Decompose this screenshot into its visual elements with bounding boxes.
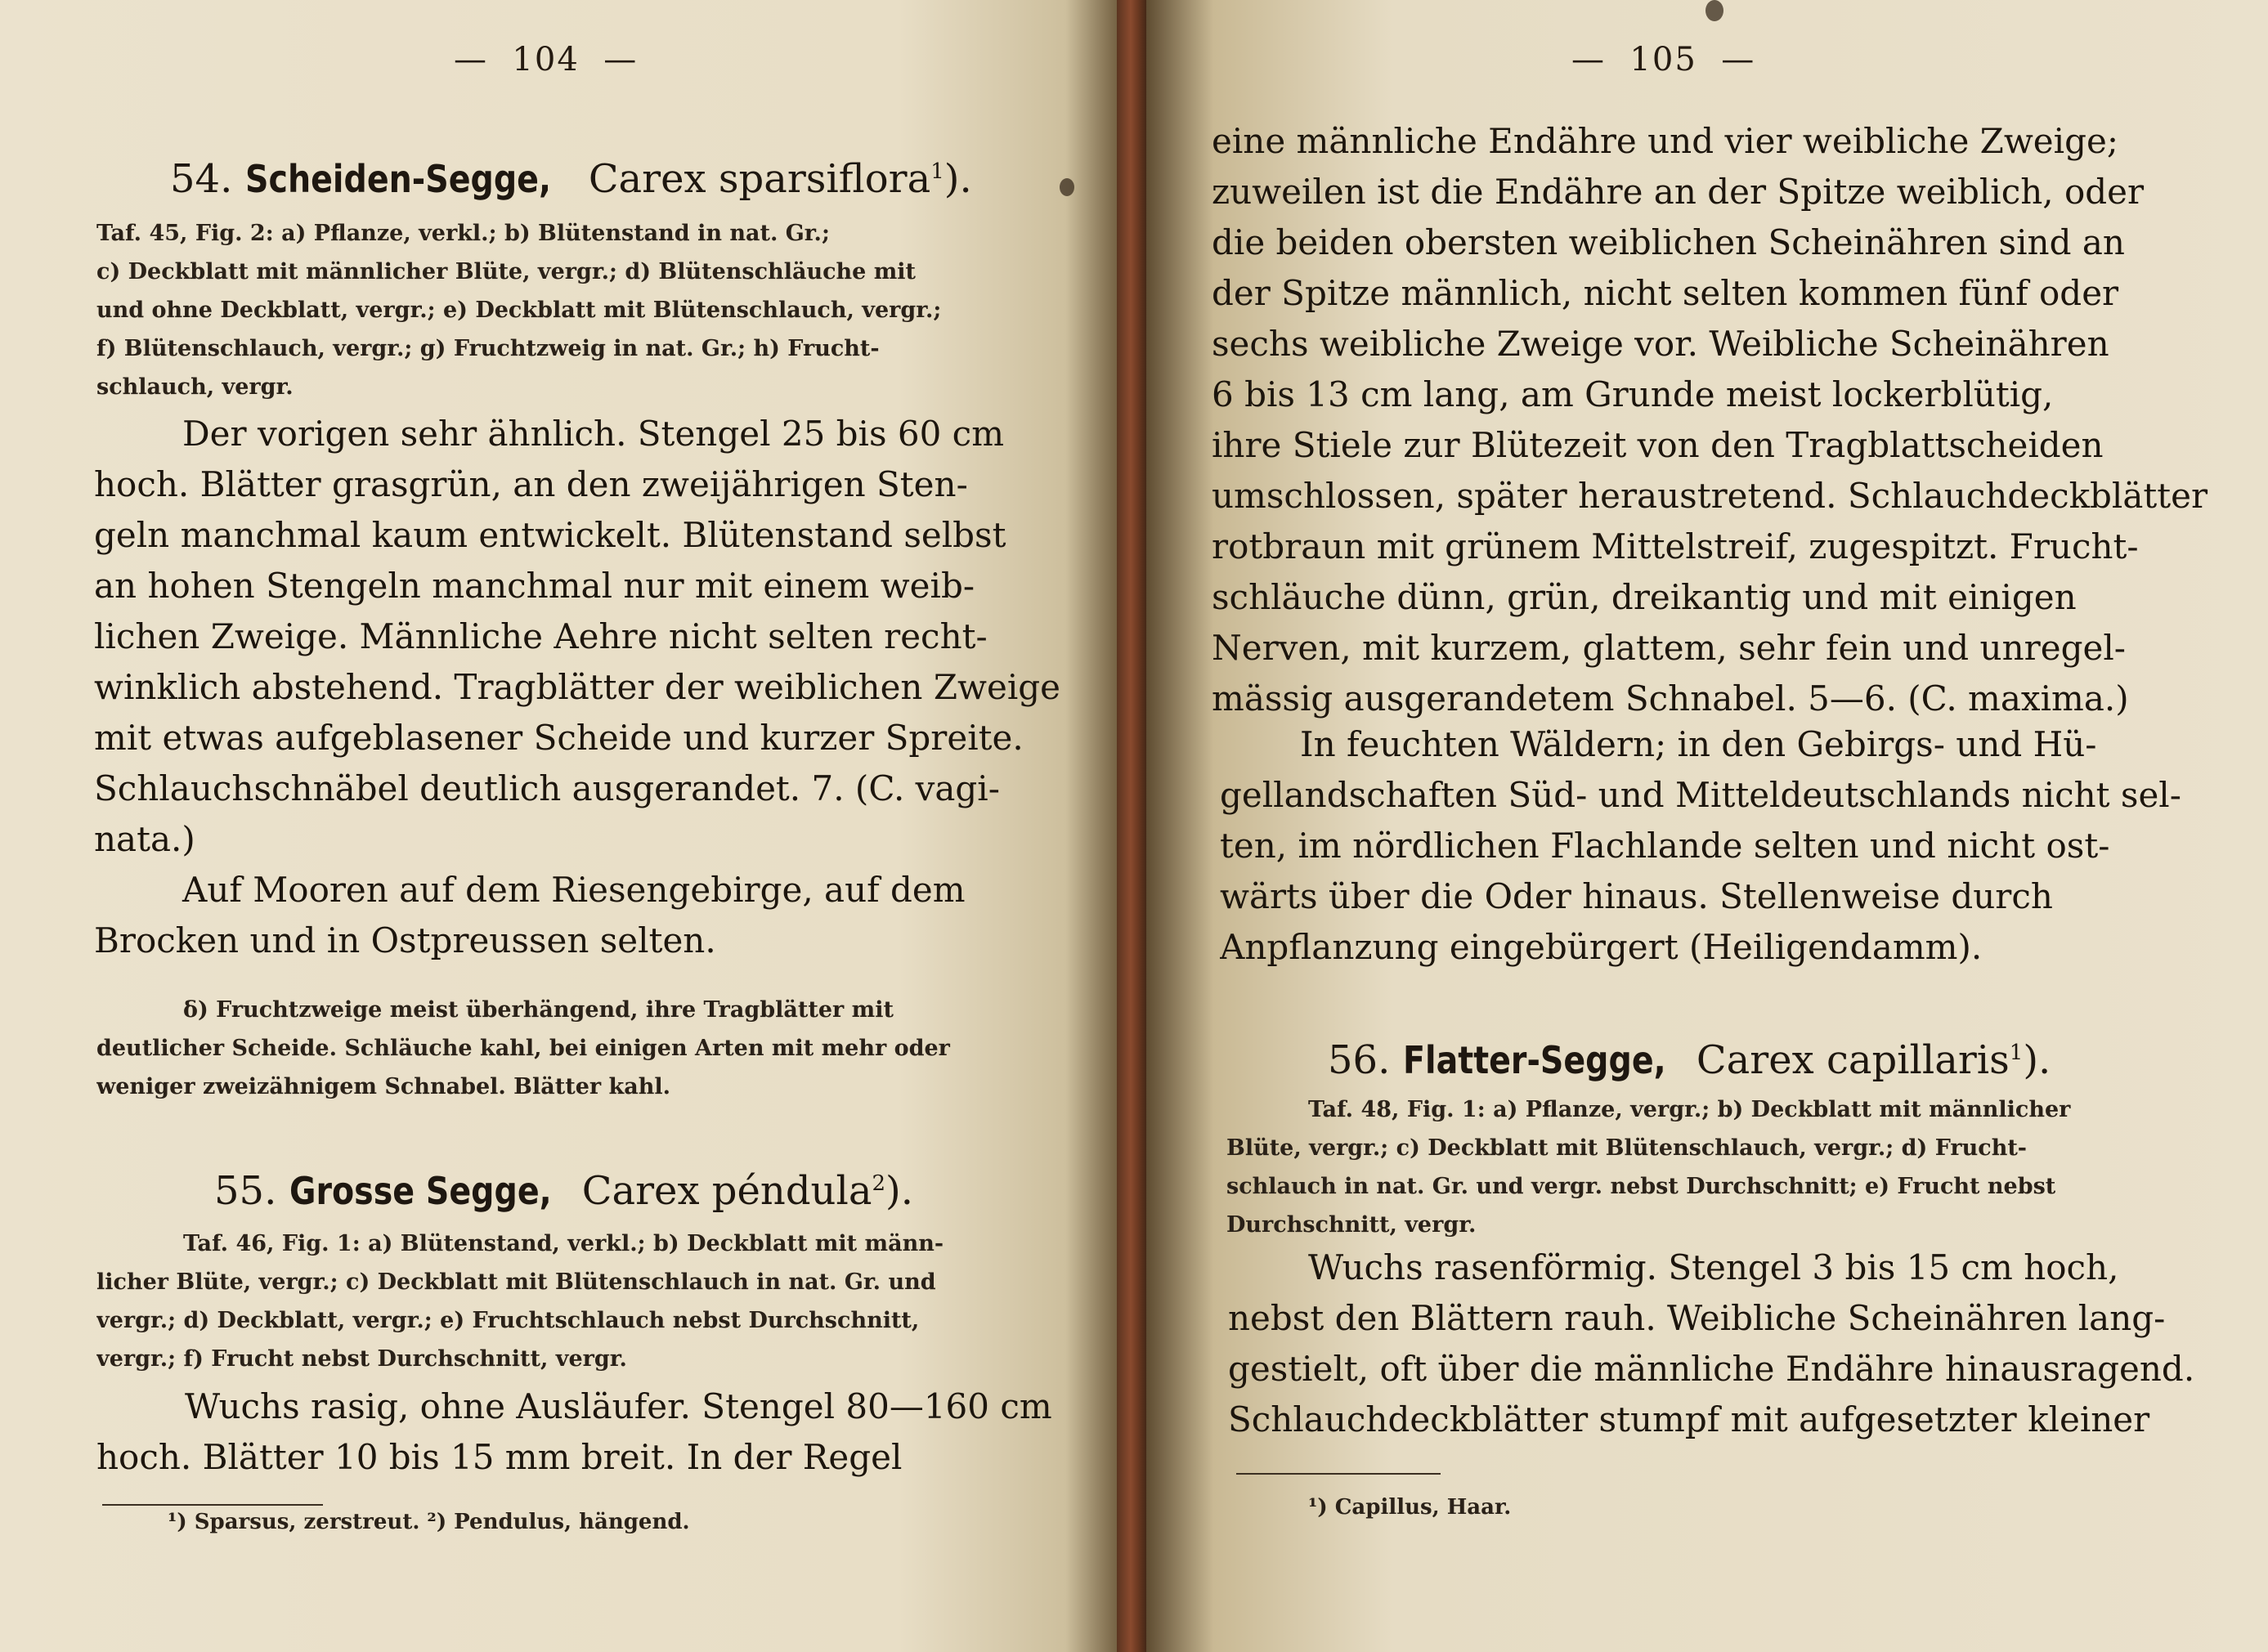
heading-german-name: Scheiden-Segge, xyxy=(244,157,551,201)
caption-line: Durchschnitt, vergr. xyxy=(1226,1212,1477,1238)
text-line: weniger zweizähnigem Schnabel. Blätter kahl. xyxy=(96,1074,670,1099)
text-line: hoch. Blätter grasgrün, an den zweijährigen Sten- xyxy=(94,464,968,504)
text-line: mässig ausgerandetem Schnabel. 5—6. (C. maxima.) xyxy=(1212,678,2129,719)
text-line: der Spitze männlich, nicht selten kommen fünf oder xyxy=(1212,273,2119,313)
caption-line: Taf. 46, Fig. 1: a) Blütenstand, verkl.; b) Deckblatt mit männ- xyxy=(183,1231,944,1256)
group-key-paragraph xyxy=(96,991,1053,1106)
text-line: an hohen Stengeln manchmal nur mit einem weib- xyxy=(94,566,975,606)
heading-number: 56. xyxy=(1328,1037,1391,1083)
text-line: Auf Mooren auf dem Riesengebirge, auf dem xyxy=(182,870,966,910)
heading-end: ). xyxy=(944,156,972,202)
section-heading-55 xyxy=(214,1159,913,1215)
heading-german-name: Grosse Segge, xyxy=(289,1169,552,1213)
right-page xyxy=(1146,0,2268,1652)
text-line: geln manchmal kaum entwickelt. Blütenstand selbst xyxy=(94,515,1006,555)
footnote-mark: 2 xyxy=(872,1171,885,1196)
heading-latin-name: Carex sparsiflora xyxy=(588,156,931,202)
page-number: — 105 — xyxy=(1571,41,1756,78)
figure-caption xyxy=(96,1224,1053,1378)
text-line: δ) Fruchtzweige meist überhängend, ihre Tragblätter mit xyxy=(183,997,894,1023)
text-line: gellandschaften Süd- und Mitteldeutschlands nicht sel- xyxy=(1220,775,2181,815)
description-paragraph xyxy=(1212,116,2217,724)
description-paragraph xyxy=(96,1381,1069,1483)
text-line: ten, im nördlichen Flachlande selten und nicht ost- xyxy=(1220,826,2110,866)
text-line: Anpflanzung eingebürgert (Heiligendamm). xyxy=(1220,927,1983,967)
caption-line: und ohne Deckblatt, vergr.; e) Deckblatt mit Blütenschlauch, vergr.; xyxy=(96,298,942,323)
caption-line: schlauch, vergr. xyxy=(96,374,294,400)
heading-latin-name: Carex péndula xyxy=(581,1168,872,1214)
text-line: umschlossen, später heraustretend. Schlauchdeckblätter xyxy=(1212,476,2208,516)
print-blemish xyxy=(1705,0,1723,21)
footnote: ¹) Sparsus, zerstreut. ²) Pendulus, hängend. xyxy=(168,1510,690,1534)
caption-line: vergr.; d) Deckblatt, vergr.; e) Fruchtschlauch nebst Durchschnitt, xyxy=(96,1308,920,1333)
text-line: deutlicher Scheide. Schläuche kahl, bei einigen Arten mit mehr oder xyxy=(96,1036,950,1061)
caption-line: schlauch in nat. Gr. und vergr. nebst Durchschnitt; e) Frucht nebst xyxy=(1226,1174,2056,1199)
text-line: Schlauchschnäbel deutlich ausgerandet. 7. (C. vagi- xyxy=(94,768,1000,808)
text-line: eine männliche Endähre und vier weibliche Zweige; xyxy=(1212,121,2118,161)
caption-line: Taf. 45, Fig. 2: a) Pflanze, verkl.; b) Blütenstand in nat. Gr.; xyxy=(96,221,830,246)
print-blemish xyxy=(1060,178,1074,196)
text-line: 6 bis 13 cm lang, am Grunde meist lockerblütig, xyxy=(1212,374,2054,414)
caption-line: licher Blüte, vergr.; c) Deckblatt mit Blütenschlauch in nat. Gr. und xyxy=(96,1269,936,1295)
text-line: ihre Stiele zur Blütezeit von den Tragblattscheiden xyxy=(1212,425,2104,465)
footnote: ¹) Capillus, Haar. xyxy=(1308,1495,1512,1520)
page-number: — 104 — xyxy=(454,41,639,78)
habitat-paragraph xyxy=(94,865,1067,966)
description-paragraph xyxy=(94,409,1067,865)
left-page xyxy=(0,0,1122,1652)
heading-number: 55. xyxy=(214,1168,277,1214)
text-line: Wuchs rasig, ohne Ausläufer. Stengel 80—160 cm xyxy=(185,1386,1052,1426)
text-line: rotbraun mit grünem Mittelstreif, zugespitzt. Frucht- xyxy=(1212,526,2139,566)
text-line: Nerven, mit kurzem, glattem, sehr fein und unregel- xyxy=(1212,628,2126,668)
section-heading-56 xyxy=(1328,1028,2051,1085)
caption-line: Taf. 48, Fig. 1: a) Pflanze, vergr.; b) Deckblatt mit männlicher xyxy=(1308,1097,2071,1122)
heading-latin-name: Carex capillaris xyxy=(1696,1037,2010,1083)
text-line: schläuche dünn, grün, dreikantig und mit einigen xyxy=(1212,577,2077,617)
text-line: Brocken und in Ostpreussen selten. xyxy=(94,920,716,960)
caption-line: vergr.; f) Frucht nebst Durchschnitt, vergr. xyxy=(96,1346,627,1372)
heading-number: 54. xyxy=(170,156,233,202)
text-line: hoch. Blätter 10 bis 15 mm breit. In der Regel xyxy=(96,1437,903,1477)
heading-end: ). xyxy=(885,1168,913,1214)
text-line: sechs weibliche Zweige vor. Weibliche Scheinähren xyxy=(1212,324,2109,364)
text-line: nebst den Blättern rauh. Weibliche Scheinähren lang- xyxy=(1228,1298,2166,1338)
footnote-mark: 1 xyxy=(2009,1041,2024,1065)
text-line: nata.) xyxy=(94,819,195,859)
text-line: Schlauchdeckblätter stumpf mit aufgesetzter kleiner xyxy=(1228,1399,2150,1439)
footnote-rule xyxy=(1236,1473,1441,1475)
description-paragraph xyxy=(1228,1242,2225,1445)
section-heading-54 xyxy=(170,147,972,204)
caption-line: f) Blütenschlauch, vergr.; g) Fruchtzweig in nat. Gr.; h) Frucht- xyxy=(96,336,880,361)
caption-line: Blüte, vergr.; c) Deckblatt mit Blütenschlauch, vergr.; d) Frucht- xyxy=(1226,1135,2028,1161)
text-line: die beiden obersten weiblichen Scheinähren sind an xyxy=(1212,222,2125,262)
text-line: Der vorigen sehr ähnlich. Stengel 25 bis 60 cm xyxy=(182,414,1005,454)
text-line: In feuchten Wäldern; in den Gebirgs- und Hü- xyxy=(1300,724,2097,764)
heading-end: ). xyxy=(2023,1037,2051,1083)
text-line: zuweilen ist die Endähre an der Spitze weiblich, oder xyxy=(1212,172,2145,212)
figure-caption xyxy=(1226,1090,2207,1244)
heading-german-name: Flatter-Segge, xyxy=(1402,1038,1666,1082)
habitat-paragraph xyxy=(1220,719,2217,973)
text-line: gestielt, oft über die männliche Endähre hinausragend. xyxy=(1228,1349,2195,1389)
text-line: lichen Zweige. Männliche Aehre nicht selten recht- xyxy=(94,616,988,656)
caption-line: c) Deckblatt mit männlicher Blüte, vergr.; d) Blütenschläuche mit xyxy=(96,259,917,284)
footnote-mark: 1 xyxy=(930,159,944,184)
text-line: mit etwas aufgeblasener Scheide und kurzer Spreite. xyxy=(94,718,1024,758)
text-line: Wuchs rasenförmig. Stengel 3 bis 15 cm hoch, xyxy=(1308,1247,2119,1287)
figure-caption xyxy=(96,214,1045,406)
text-line: wärts über die Oder hinaus. Stellenweise durch xyxy=(1220,876,2053,916)
text-line: winklich abstehend. Tragblätter der weiblichen Zweige xyxy=(94,667,1060,707)
